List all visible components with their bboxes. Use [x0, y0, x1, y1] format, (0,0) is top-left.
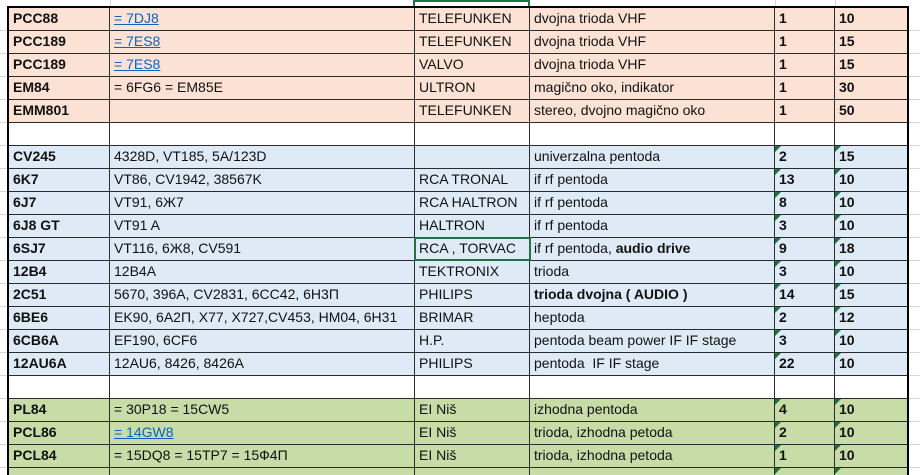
description-text: magično oko, indikator: [534, 79, 675, 95]
cell-brand[interactable]: HALTRON: [415, 215, 530, 237]
table-row: [9, 422, 907, 445]
description-bold-text: trioda dvojna ( AUDIO ): [534, 286, 688, 302]
cell-quantity[interactable]: 2: [775, 146, 835, 168]
cell-price[interactable]: 30: [839, 79, 855, 95]
cell-price[interactable]: 10: [835, 192, 907, 214]
table-row: [9, 238, 907, 261]
cell-tube-name[interactable]: PL84: [9, 399, 110, 421]
cell-equivalents[interactable]: [110, 261, 415, 283]
cell-tube-name[interactable]: 6K7: [9, 169, 110, 191]
sheet-gridline: [909, 421, 920, 422]
table-row: [9, 284, 907, 307]
cell-tube-name[interactable]: [9, 376, 110, 398]
cell-brand[interactable]: VALVO: [415, 54, 530, 76]
sheet-gridline: [0, 30, 7, 31]
equivalents-text: = 15DQ8 = 15TP7 = 15Ф4П: [114, 447, 288, 463]
equivalents-text: 4328D, VT185, 5A/123D: [114, 148, 267, 164]
cell-equivalents[interactable]: [110, 123, 415, 145]
sheet-gridline: [0, 237, 7, 238]
equivalent-hyperlink[interactable]: = 7ES8: [114, 56, 161, 72]
cell-equivalents[interactable]: [110, 445, 415, 467]
table-row: [9, 468, 907, 475]
stored-as-text-flag-icon: [775, 146, 781, 152]
equivalents-text: EF190, 6CF6: [114, 332, 198, 348]
stored-as-text-flag-icon: [835, 445, 841, 451]
cell-description[interactable]: [530, 146, 775, 168]
cell-price[interactable]: 15: [839, 33, 855, 49]
cell-price[interactable]: [835, 468, 907, 475]
cell-quantity[interactable]: 2: [775, 422, 835, 444]
stored-as-text-flag-icon: [835, 353, 841, 359]
cell-equivalents[interactable]: [110, 353, 415, 375]
cell-quantity[interactable]: 13: [775, 169, 835, 191]
sheet-gridline: [909, 329, 920, 330]
stored-as-text-flag-icon: [835, 169, 841, 175]
cell-brand[interactable]: [415, 146, 530, 168]
cell-price[interactable]: 15: [839, 56, 855, 72]
table-row: [9, 445, 907, 468]
sheet-gridline: [0, 191, 7, 192]
cell-price[interactable]: 12: [835, 307, 907, 329]
table-row: [9, 307, 907, 330]
table-row: [9, 215, 907, 238]
table-row: [9, 54, 907, 77]
equivalent-hyperlink[interactable]: = 7ES8: [114, 33, 161, 49]
cell-tube-name[interactable]: 6BE6: [9, 307, 110, 329]
cell-tube-name[interactable]: PCC189: [9, 54, 110, 76]
sheet-gridline: [909, 76, 920, 77]
cell-description[interactable]: [530, 54, 775, 76]
cell-brand[interactable]: PHILIPS: [415, 284, 530, 306]
cell-description[interactable]: [530, 31, 775, 53]
cell-price[interactable]: 15: [835, 146, 907, 168]
description-text: stereo, dvojno magično oko: [534, 102, 706, 118]
cell-brand[interactable]: TELEFUNKEN: [415, 8, 530, 30]
cell-price[interactable]: 10: [835, 353, 907, 375]
cell-tube-name[interactable]: 2C51: [9, 284, 110, 306]
sheet-gridline: [0, 53, 7, 54]
cell-brand[interactable]: PHILIPS: [415, 353, 530, 375]
sheet-gridline: [909, 375, 920, 376]
cell-tube-name[interactable]: PCC88: [9, 8, 110, 30]
sheet-gridline: [0, 467, 7, 468]
cell-price[interactable]: 10: [835, 330, 907, 352]
cell-tube-name[interactable]: 12B4: [9, 261, 110, 283]
cell-equivalents[interactable]: [110, 376, 415, 398]
cell-price[interactable]: 18: [835, 238, 907, 260]
sheet-gridline: [0, 145, 7, 146]
sheet-gridline: [0, 306, 7, 307]
description-text: trioda: [534, 263, 570, 279]
cell-price[interactable]: 50: [839, 102, 855, 118]
cell-description[interactable]: [530, 8, 775, 30]
table-row: [9, 169, 907, 192]
cell-brand[interactable]: H.P.: [415, 330, 530, 352]
sheet-gridline: [0, 122, 7, 123]
table-row: [9, 330, 907, 353]
stored-as-text-flag-icon: [835, 215, 841, 221]
table-row: [9, 100, 907, 123]
cell-description[interactable]: [530, 169, 775, 191]
sheet-gridline: [909, 214, 920, 215]
cell-quantity[interactable]: 4: [775, 399, 835, 421]
stored-as-text-flag-icon: [835, 307, 841, 313]
cell-quantity[interactable]: 1: [775, 77, 835, 99]
cell-description[interactable]: [530, 261, 775, 283]
cell-quantity[interactable]: 3: [775, 261, 835, 283]
stored-as-text-flag-icon: [835, 261, 841, 267]
cell-description[interactable]: [530, 353, 775, 375]
equivalents-text: 12AU6, 8426, 8426A: [114, 355, 244, 371]
cell-description[interactable]: [530, 192, 775, 214]
cell-equivalents[interactable]: [110, 307, 415, 329]
cell-brand[interactable]: [415, 376, 530, 398]
cell-equivalents[interactable]: [110, 422, 415, 444]
sheet-gridline: [0, 214, 7, 215]
stored-as-text-flag-icon: [835, 146, 841, 152]
cell-quantity[interactable]: 1: [775, 8, 835, 30]
cell-description[interactable]: [530, 330, 775, 352]
stored-as-text-flag-icon: [835, 422, 841, 428]
stored-as-text-flag-icon: [835, 468, 841, 474]
sheet-gridline: [909, 145, 920, 146]
cell-equivalents[interactable]: [110, 100, 415, 122]
cell-brand[interactable]: BRIMAR: [415, 307, 530, 329]
cell-tube-name[interactable]: 6J7: [9, 192, 110, 214]
cell-description[interactable]: [530, 123, 775, 145]
sheet-gridline: [909, 99, 920, 100]
sheet-gridline: [909, 467, 920, 468]
cell-equivalents[interactable]: [110, 215, 415, 237]
sheet-table: [7, 6, 909, 475]
cell-quantity[interactable]: 1: [775, 445, 835, 467]
cell-equivalents[interactable]: [110, 192, 415, 214]
stored-as-text-flag-icon: [775, 330, 781, 336]
description-text: dvojna trioda VHF: [534, 10, 647, 26]
stored-as-text-flag-icon: [775, 445, 781, 451]
cell-equivalents[interactable]: [110, 330, 415, 352]
cell-brand[interactable]: [415, 468, 530, 475]
equivalents-text: VT116, 6Ж8, CV591: [114, 240, 242, 256]
stored-as-text-flag-icon: [775, 169, 781, 175]
sheet-gridline: [0, 260, 7, 261]
cell-quantity[interactable]: 8: [775, 192, 835, 214]
sheet-gridline: [0, 99, 7, 100]
equivalents-text: 12B4A: [114, 263, 157, 279]
stored-as-text-flag-icon: [835, 238, 841, 244]
sheet-gridline: [909, 30, 920, 31]
cell-tube-name[interactable]: 12AU6A: [9, 353, 110, 375]
equivalents-text: 5670, 396A, CV2831, 6CC42, 6Н3П: [114, 286, 339, 302]
sheet-gridline: [0, 444, 7, 445]
cell-equivalents[interactable]: [110, 284, 415, 306]
cell-tube-name[interactable]: PCL86: [9, 422, 110, 444]
stored-as-text-flag-icon: [775, 307, 781, 313]
equivalents-text: VT91 A: [114, 217, 160, 233]
cell-description[interactable]: [530, 445, 775, 467]
cell-quantity[interactable]: 14: [775, 284, 835, 306]
cell-price[interactable]: 10: [835, 169, 907, 191]
description-text: dvojna trioda VHF: [534, 33, 647, 49]
cell-description[interactable]: [530, 284, 775, 306]
cell-tube-name[interactable]: PCC189: [9, 31, 110, 53]
cell-equivalents[interactable]: [110, 146, 415, 168]
sheet-gridline: [909, 306, 920, 307]
sheet-gridline: [0, 283, 7, 284]
description-text: if rf pentoda: [534, 217, 608, 233]
description-text: dvojna trioda VHF: [534, 56, 647, 72]
cell-equivalents[interactable]: [110, 54, 415, 76]
description-text: pentoda beam power IF IF stage: [534, 332, 737, 348]
cell-price[interactable]: 10: [835, 422, 907, 444]
cell-tube-name[interactable]: EMM801: [9, 100, 110, 122]
equivalent-hyperlink[interactable]: = 7DJ8: [114, 10, 159, 26]
sheet-gridline: [0, 352, 7, 353]
description-text: trioda, izhodna petoda: [534, 424, 673, 440]
description-text: if rf pentoda,: [534, 240, 616, 256]
description-text: izhodna pentoda: [534, 401, 638, 417]
cell-description[interactable]: [530, 399, 775, 421]
equivalents-text: VT91, 6Ж7: [114, 194, 184, 210]
sheet-gridline: [909, 237, 920, 238]
cell-tube-name[interactable]: 6J8 GT: [9, 215, 110, 237]
cell-description[interactable]: [530, 238, 775, 260]
stored-as-text-flag-icon: [835, 192, 841, 198]
cell-brand[interactable]: [415, 123, 530, 145]
equivalents-text: = 6FG6 = EM85E: [114, 79, 223, 95]
sheet-gridline: [909, 398, 920, 399]
table-row: [9, 8, 907, 31]
cell-description[interactable]: [530, 100, 775, 122]
cell-description[interactable]: [530, 215, 775, 237]
cell-price[interactable]: [835, 123, 907, 145]
table-row: [9, 399, 907, 422]
stored-as-text-flag-icon: [775, 284, 781, 290]
sheet-gridline: [909, 283, 920, 284]
stored-as-text-flag-icon: [775, 468, 781, 474]
equivalent-hyperlink[interactable]: = 14GW8: [114, 424, 174, 440]
description-text: heptoda: [534, 309, 585, 325]
cell-description[interactable]: [530, 468, 775, 475]
cell-quantity[interactable]: 9: [775, 238, 835, 260]
cell-equivalents[interactable]: [110, 238, 415, 260]
cell-tube-name[interactable]: [9, 468, 110, 475]
stored-as-text-flag-icon: [775, 215, 781, 221]
cell-price[interactable]: 10: [835, 445, 907, 467]
cell-brand[interactable]: ULTRON: [415, 77, 530, 99]
stored-as-text-flag-icon: [775, 422, 781, 428]
sheet-gridline: [0, 398, 7, 399]
table-row: [9, 31, 907, 54]
cell-quantity[interactable]: [775, 468, 835, 475]
cell-quantity[interactable]: 2: [775, 307, 835, 329]
cell-equivalents[interactable]: [110, 169, 415, 191]
cell-brand[interactable]: TELEFUNKEN: [415, 100, 530, 122]
sheet-gridline: [0, 329, 7, 330]
cell-equivalents[interactable]: [110, 77, 415, 99]
sheet-gridline: [0, 168, 7, 169]
stored-as-text-flag-icon: [775, 399, 781, 405]
cell-brand[interactable]: TELEFUNKEN: [415, 31, 530, 53]
cell-equivalents[interactable]: [110, 31, 415, 53]
sheet-gridline: [909, 122, 920, 123]
cell-tube-name[interactable]: 6CB6A: [9, 330, 110, 352]
cell-tube-name[interactable]: 6SJ7: [9, 238, 110, 260]
cell-brand[interactable]: TEKTRONIX: [415, 261, 530, 283]
stored-as-text-flag-icon: [775, 192, 781, 198]
cell-description[interactable]: [530, 376, 775, 398]
table-row: [9, 376, 907, 399]
cell-quantity[interactable]: 22: [775, 353, 835, 375]
cell-equivalents[interactable]: [110, 468, 415, 475]
cell-tube-name[interactable]: PCL84: [9, 445, 110, 467]
description-text: univerzalna pentoda: [534, 148, 661, 164]
cell-quantity[interactable]: 1: [775, 54, 835, 76]
cell-price[interactable]: 10: [835, 215, 907, 237]
sheet-gridline: [0, 421, 7, 422]
cell-tube-name[interactable]: EM84: [9, 77, 110, 99]
cell-price[interactable]: 10: [835, 399, 907, 421]
description-text: pentoda IF IF stage: [534, 355, 660, 371]
cell-price[interactable]: 10: [839, 10, 855, 26]
stored-as-text-flag-icon: [835, 330, 841, 336]
stored-as-text-flag-icon: [835, 284, 841, 290]
sheet-gridline: [909, 191, 920, 192]
table-row: [9, 146, 907, 169]
description-text: if rf pentoda: [534, 171, 608, 187]
cell-brand[interactable]: RCA TRONAL: [415, 169, 530, 191]
equivalents-text: EK90, 6А2П, X77, X727,CV453, HM04, 6Н31: [114, 309, 398, 325]
cell-brand[interactable]: EI Niš: [415, 422, 530, 444]
stored-as-text-flag-icon: [775, 238, 781, 244]
cell-price[interactable]: [835, 376, 907, 398]
cell-description[interactable]: [530, 307, 775, 329]
stored-as-text-flag-icon: [835, 399, 841, 405]
cell-price[interactable]: 10: [835, 261, 907, 283]
description-text: if rf pentoda: [534, 194, 608, 210]
sheet-gridline: [909, 53, 920, 54]
description-text: trioda, izhodna petoda: [534, 447, 673, 463]
cell-quantity[interactable]: 1: [775, 31, 835, 53]
equivalents-text: = 30P18 = 15CW5: [114, 401, 230, 417]
cell-brand[interactable]: RCA HALTRON: [415, 192, 530, 214]
stored-as-text-flag-icon: [775, 353, 781, 359]
table-row: [9, 261, 907, 284]
cell-description[interactable]: [530, 422, 775, 444]
table-row: [9, 192, 907, 215]
cell-brand[interactable]: EI Niš: [415, 399, 530, 421]
table-row: [9, 77, 907, 100]
sheet-gridline: [909, 168, 920, 169]
cell-quantity[interactable]: 3: [775, 215, 835, 237]
cell-equivalents[interactable]: [110, 8, 415, 30]
sheet-gridline: [0, 76, 7, 77]
cell-quantity[interactable]: [775, 376, 835, 398]
selected-cell[interactable]: RCA , TORVAC: [415, 238, 530, 260]
table-row: [9, 353, 907, 376]
cell-tube-name[interactable]: CV245: [9, 146, 110, 168]
cell-brand[interactable]: EI Niš: [415, 445, 530, 467]
cell-equivalents[interactable]: [110, 399, 415, 421]
equivalents-text: VT86, CV1942, 38567K: [114, 171, 262, 187]
table-row: [9, 123, 907, 146]
sheet-gridline: [909, 352, 920, 353]
sheet-gridline: [0, 375, 7, 376]
cell-description[interactable]: [530, 77, 775, 99]
cell-price[interactable]: 15: [835, 284, 907, 306]
cell-quantity[interactable]: [775, 123, 835, 145]
cell-quantity[interactable]: 1: [775, 100, 835, 122]
sheet-gridline: [909, 260, 920, 261]
description-bold-text: audio drive: [615, 240, 691, 256]
cell-tube-name[interactable]: [9, 123, 110, 145]
sheet-gridline: [909, 444, 920, 445]
stored-as-text-flag-icon: [775, 261, 781, 267]
cell-quantity[interactable]: 3: [775, 330, 835, 352]
